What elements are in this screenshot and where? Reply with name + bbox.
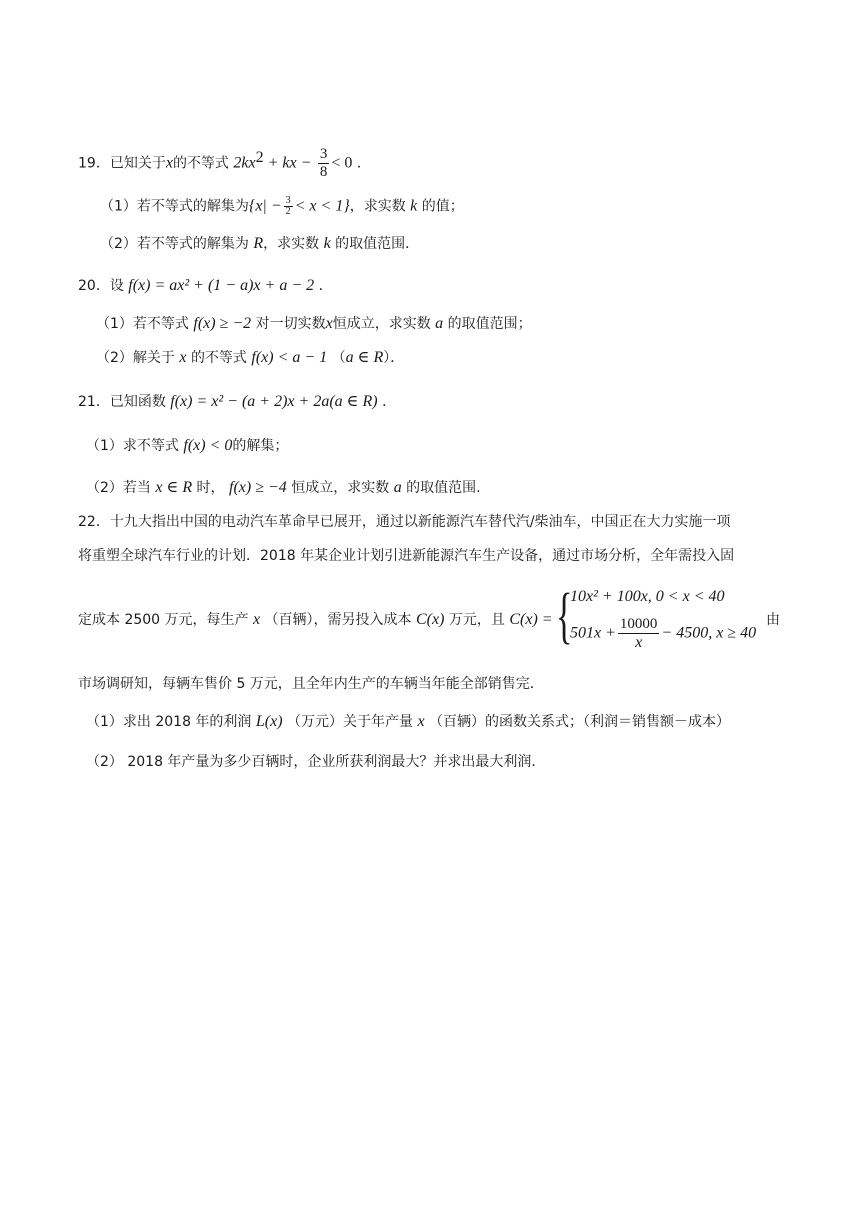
- text: 的值；: [421, 198, 464, 215]
- math-condition: a ∈ R: [345, 349, 384, 366]
- var-k: k: [410, 197, 418, 215]
- problem-22-part-2: [86, 752, 545, 772]
- var-a: a: [435, 315, 444, 332]
- text: （2）解关于: [96, 350, 175, 366]
- problem-20-statement: [78, 276, 333, 296]
- math-set: {x| −: [248, 197, 282, 215]
- problem-19-statement: [78, 146, 371, 181]
- text: 将重塑全球汽车行业的计划．2018 年某企业计划引进新能源汽车生产设备，通过市场分析，全年需投入固: [78, 548, 735, 564]
- problem-20-part-1: [96, 314, 532, 334]
- problem-22-part-1: [86, 712, 730, 732]
- punct: ．: [318, 278, 333, 294]
- set-R: R: [253, 235, 264, 252]
- fraction-3-2: [284, 196, 293, 217]
- problem-19-part-1: [100, 196, 464, 217]
- problem-21-statement: [78, 392, 396, 412]
- text: （2） 2018 年产量为多少百辆时，企业所获利润最大？并求出最大利润．: [86, 754, 546, 770]
- punct: ．: [356, 155, 371, 172]
- fraction-3-8: [318, 146, 330, 181]
- problem-22-line-3-end: [766, 610, 780, 630]
- text: （: [331, 350, 346, 366]
- text: 的取值范围.: [406, 480, 481, 496]
- text: 的取值范围；: [447, 316, 532, 332]
- text: 市场调研知，每辆车售价 5 万元，且全年内生产的车辆当年能全部销售完．: [78, 676, 544, 692]
- punct: ．: [382, 394, 397, 410]
- piecewise-case-2: [570, 616, 756, 651]
- numerator: 3: [319, 146, 328, 162]
- math-term: 2kx: [233, 154, 256, 172]
- problem-22-line-2: [78, 546, 734, 566]
- math-case: 10x² + 100x, 0 < x < 40: [570, 588, 725, 605]
- numerator: 3: [285, 195, 291, 206]
- denominator: 8: [319, 164, 328, 180]
- problem-19-number: 19．已知关于: [78, 155, 166, 172]
- var-x: x: [252, 611, 261, 628]
- problem-21-part-2: [86, 478, 481, 498]
- text: （2）若不等式的解集为: [100, 236, 249, 252]
- text: 由: [766, 612, 780, 628]
- text: 的不等式: [190, 350, 247, 366]
- math-expression: f(x) < a − 1: [251, 349, 328, 366]
- text: 对一切实数: [255, 316, 326, 332]
- math-cx: C(x): [416, 611, 445, 628]
- math-expression: f(x) < 0: [183, 437, 233, 454]
- text: 定成本 2500 万元，每生产: [78, 612, 249, 628]
- math-lx: L(x): [255, 713, 283, 730]
- math-expression: f(x) ≥ −2: [193, 315, 252, 332]
- math-expression: f(x) ≥ −4: [229, 479, 287, 496]
- problem-20-part-2: [96, 348, 404, 368]
- math-expression: f(x) = ax² + (1 − a)x + a − 2: [128, 277, 315, 294]
- problem-21-number: 21．已知函数: [78, 394, 166, 410]
- math-condition: x ∈ R: [155, 479, 193, 496]
- var-x: x: [179, 349, 187, 366]
- var-x: x: [165, 154, 173, 172]
- exponent: 2: [255, 148, 264, 166]
- text: 的解集；: [232, 438, 289, 454]
- text: （1）求不等式: [86, 438, 179, 454]
- text: ，求实数: [349, 198, 406, 215]
- piecewise-case-1: [570, 588, 725, 606]
- text: ）．: [383, 350, 405, 366]
- text: 的取值范围．: [335, 236, 420, 252]
- math-set: < x < 1}: [294, 197, 350, 215]
- problem-22-line-4: [78, 674, 544, 694]
- text: （1）若不等式的解集为: [100, 198, 249, 215]
- var-a: a: [393, 479, 402, 496]
- text: （百辆），需另投入成本: [264, 612, 412, 628]
- piecewise-brace: {: [556, 582, 573, 650]
- fraction-10000-x: [618, 616, 660, 651]
- math-term: + kx −: [263, 154, 312, 172]
- problem-22-line-3: [78, 610, 553, 630]
- var-k: k: [323, 235, 331, 252]
- text: （1）若不等式: [96, 316, 189, 332]
- text: 万元，且: [448, 612, 505, 628]
- problem-21-part-1: [86, 436, 288, 456]
- text: 时，: [196, 480, 225, 496]
- text: 恒成立，求实数: [291, 480, 390, 496]
- math-term: < 0: [331, 154, 353, 172]
- problem-19-part-2: [100, 234, 419, 254]
- problem-20-number: 20．设: [78, 278, 124, 294]
- denominator: 2: [285, 206, 291, 217]
- text: 的不等式: [172, 155, 229, 172]
- math-expression: f(x) = x² − (a + 2)x + 2a(a ∈ R): [170, 393, 378, 410]
- text: 22．十九大指出中国的电动汽车革命早已展开，通过以新能源汽车替代汽/柴油车，中国正在大力实施一项: [78, 514, 731, 530]
- text: （2）若当: [86, 480, 151, 496]
- text: （百辆）的函数关系式；（利润＝销售额－成本）: [429, 714, 731, 730]
- var-x: x: [417, 713, 425, 730]
- text: （1）求出 2018 年的利润: [86, 714, 252, 730]
- math-case: − 4500, x ≥ 40: [661, 624, 757, 642]
- var-x: x: [325, 315, 333, 332]
- problem-22-line-1: [78, 512, 731, 532]
- text: ，求实数: [263, 236, 320, 252]
- math-cx: C(x) =: [509, 611, 553, 628]
- text: 恒成立，求实数: [332, 316, 431, 332]
- math-case: 501x +: [570, 624, 616, 642]
- numerator: 10000: [619, 616, 658, 632]
- text: （万元）关于年产量: [287, 714, 413, 730]
- denominator: x: [635, 634, 643, 651]
